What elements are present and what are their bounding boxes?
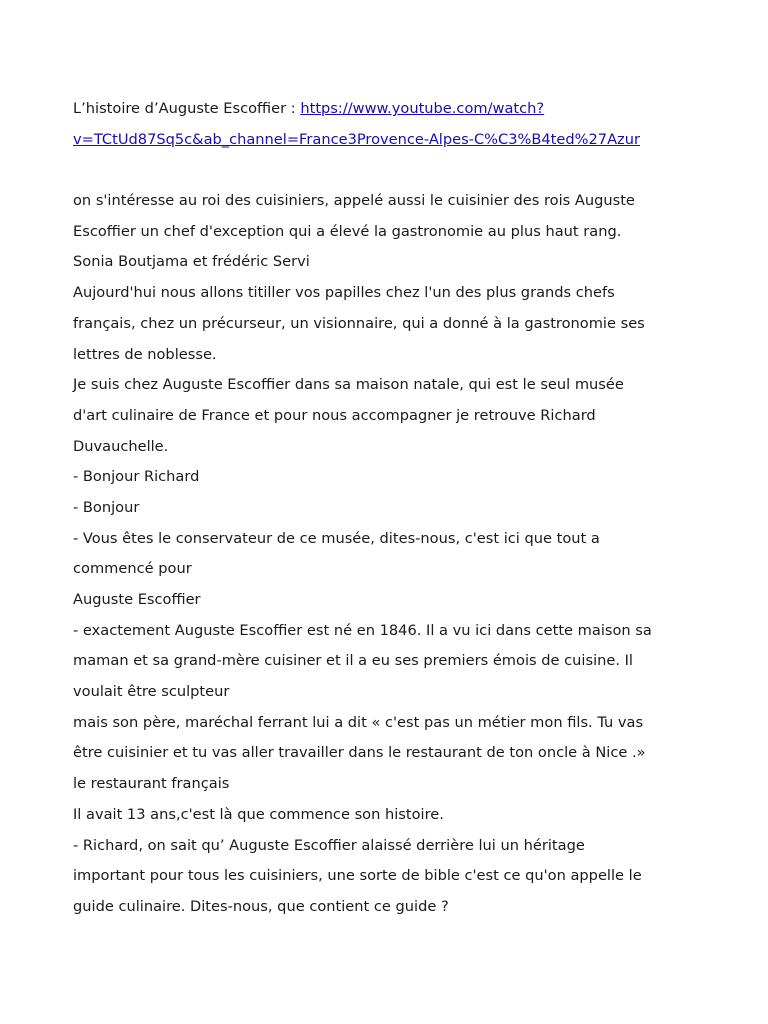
dialogue-line: - Vous êtes le conservateur de ce musée, dites-nous, c'est ici que tout a — [73, 529, 600, 547]
dialogue-line: maman et sa grand-mère cuisiner et il a eu ses premiers émois de cuisine. Il — [73, 652, 633, 670]
paragraph-line: Escoffier un chef d'exception qui a élevé la gastronomie au plus haut rang. — [73, 222, 622, 240]
dialogue-line: le restaurant français — [73, 775, 230, 793]
link-line — [73, 94, 703, 125]
paragraph-line: français, chez un précurseur, un visionnaire, qui a donné à la gastronomie ses — [73, 314, 645, 332]
paragraph-line: on s'intéresse au roi des cuisiniers, appelé aussi le cuisinier des rois Auguste — [73, 192, 635, 210]
document-body — [73, 94, 703, 923]
link-intro-text: L’histoire d’Auguste Escoffier : — [73, 100, 301, 117]
dialogue-line: mais son père, maréchal ferrant lui a dit « c'est pas un métier mon fils. Tu vas — [73, 713, 644, 731]
dialogue-line: - exactement Auguste Escoffier est né en 1846. Il a vu ici dans cette maison sa — [73, 621, 652, 639]
paragraph-line: d'art culinaire de France et pour nous accompagner je retrouve Richard — [73, 406, 596, 424]
dialogue-line: guide culinaire. Dites-nous, que contient ce guide ? — [73, 897, 449, 915]
dialogue-line: commencé pour — [73, 560, 192, 578]
dialogue-line: - Bonjour — [73, 498, 140, 516]
youtube-link-part-2[interactable]: v=TCtUd87Sq5c&ab_channel=France3Provence-Alpes-C%C3%B4ted%27Azur — [73, 130, 640, 148]
paragraph-line: lettres de noblesse. — [73, 345, 217, 363]
paragraph-line: Aujourd'hui nous allons titiller vos papilles chez l'un des plus grands chefs — [73, 284, 615, 302]
dialogue-line: Auguste Escoffier — [73, 591, 201, 608]
dialogue-line: important pour tous les cuisiniers, une sorte de bible c'est ce qu'on appelle le — [73, 867, 642, 885]
paragraph-line: Sonia Boutjama et frédéric Servi — [73, 253, 310, 271]
link-line-continued — [73, 125, 703, 156]
dialogue-line: voulait être sculpteur — [73, 683, 230, 701]
dialogue-line: - Richard, on sait qu’ Auguste Escoffier alaissé derrière lui un héritage — [73, 836, 585, 854]
paragraph-line: Duvauchelle. — [73, 437, 169, 455]
youtube-link-part-1[interactable]: https://www.youtube.com/watch? — [300, 100, 545, 117]
blank-line — [73, 155, 703, 186]
dialogue-line: - Bonjour Richard — [73, 468, 200, 486]
paragraph-line: Je suis chez Auguste Escoffier dans sa maison natale, qui est le seul musée — [73, 376, 624, 394]
dialogue-line: Il avait 13 ans,c'est là que commence son histoire. — [73, 805, 444, 823]
dialogue-line: être cuisinier et tu vas aller travailler dans le restaurant de ton oncle à Nice .» — [73, 744, 646, 762]
